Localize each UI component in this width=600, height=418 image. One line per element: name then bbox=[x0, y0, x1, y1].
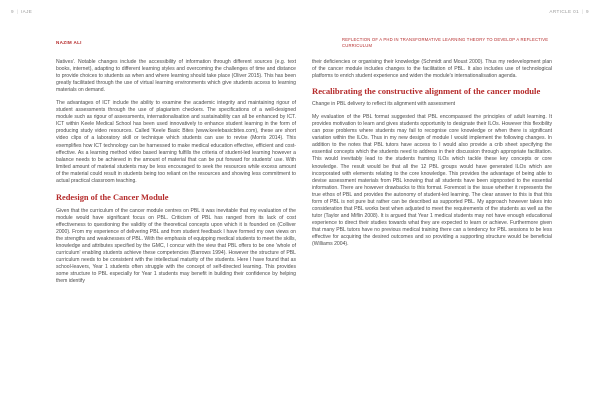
body-paragraph: My evaluation of the PBL format suggested that PBL encompassed the principles of adult learning. It provides motivation to learn and gives students opportunity to designate their ILOs. However this flexibility can pose problems where students may fail to recognise core knowledge or when there is significant variation within the ILOs. Thus in my new design of module I would implement the following changes. In addition to the notes that PBL tutors have access to I would also provide a crib sheet specifying the essential concepts which the students need to address in their discussion through appropriate facilitation. This would inevitably lead to the students framing ILOs which tackle these key concepts or core knowledge. The result would be that all the 12 PBL groups would have generated ILOs which are incorporated with elements relating to the core knowledge. This provides the advantage of being able to devise assessment materials from PBL knowing that all students have been signposted to the essential information. There are however drawbacks to this format. Foremost is the issue whether it represents the true ethos of PBL and provides the autonomy of student-led learning. The clear answer to this is that this form of PBL is not pure but rather can be described as supported PBL. My approach however takes into consideration that PBL works best when adjusted to meet the requirements of the students as well as the tutor (Taylor and Miflin 2008). It is argued that Year 1 medical students may not have enough educational experience to direct their studies towards what they are expected to learn or achieve. Furthermore given that many PBL tutors have no previous medical training there can a tendency for PBL sessions to be less effective for acquiring the desired outcomes and so providing a supporting structure would be beneficial (Williams 2004). bbox=[312, 114, 552, 248]
body-paragraph: their deficiencies or organising their knowledge (Schmidt and Moust 2000). Thus my redevelopment plan of the cancer module includes changes to the facilitation of PBL. It also includes use of technological platforms to enrich student experience and widen the module's internationalisation agenda. bbox=[312, 59, 552, 80]
subsection-line: Change in PBL delivery to reflect its alignment with assessment bbox=[312, 101, 456, 108]
page-number-left: 9 bbox=[11, 9, 14, 14]
body-paragraph: Natives'. Notable changes include the accessibility of information through different sources (e.g. text books, internet), adapting to different learning styles and overcoming the challenges of time and distance to provide choices to students as when and where learning should take place (Oliver 2015). This has been greatly facilitated through the use of virtual learning environments which give students access to learning materials on demand. bbox=[56, 59, 296, 94]
header-separator: | bbox=[581, 9, 584, 14]
page-header-right bbox=[549, 9, 589, 14]
page-number-right: 9 bbox=[586, 9, 589, 14]
body-paragraph: The advantages of ICT include the ability to examine the academic integrity and maintaining rigour of student assessments through the use of plagiarism checkers. The specifications of a well-designed module such as rigour of assessments, internationalisation and sustainability can all be enhanced by ICT. ICT within Keele Medical School has been used innovatively to enhance student learning in the form of producing study video resources. Called 'Keele Basic Bites (www.keelebasicbites.com), these are short video clips of a laboratory skill or technique which students can use to revise (Morris 2014). This exemplifies how ICT technology can be harnessed to make medical education effective, efficient and cost-effective. As a learning method video based learning fulfills the criteria of student-led learning however a balance needs to be achieved in the amount of material that can be put forward for students' use. With limited amount of material students may be less encouraged to seek the resources while excess amount of the material could result in students being too reliant on the resources and showing less commitment to actual practical classroom teaching. bbox=[56, 100, 296, 184]
journal-article-label: ARTICLE 01 bbox=[549, 9, 580, 14]
section-heading: Redesign of the Cancer Module bbox=[56, 192, 169, 202]
author-name: NAZIM ALI bbox=[56, 40, 82, 45]
journal-name-left: IAJE bbox=[20, 9, 33, 14]
header-separator: | bbox=[16, 9, 19, 14]
section-heading: Recalibrating the constructive alignment of the cancer module bbox=[312, 86, 541, 97]
running-title: REFLECTION OF A PHD IN TRANSFORMATIVE LEARNING THEORY TO DEVELOP A REFLECTIVE CURRICULUM bbox=[342, 37, 549, 48]
right-column bbox=[312, 59, 552, 254]
body-paragraph: Given that the curriculum of the cancer module centres on PBL it was inevitable that my evaluation of the module would have significant focus on PBL. Criticism of PBL has ranged from its lack of cost effectiveness to questioning the validity of the theoretical concepts upon which it is founded on (Colliver 2000). From my experience of delivering PBL and from student feedback I have formed my own views on the strengths and weaknesses of PBL. With the emphasis of equipping medical students to meet the skills, knowledge and attributes specified by the GMC, I concur with the view that PBL offers to be one 'whole of curriculum' enabling students achieve these competencies (Barrows 1994). However the structure of PBL curriculum needs to be consistent with the intellectual maturity of the students. Here I have found that as school-leavers, Year 1 students often struggle with the concept of self-directed learning. This provides some structure to PBL especially for Year 1 students may benefit in building their confidence by helping them identify bbox=[56, 207, 296, 285]
page-header-left bbox=[11, 9, 32, 14]
left-column bbox=[56, 59, 296, 291]
